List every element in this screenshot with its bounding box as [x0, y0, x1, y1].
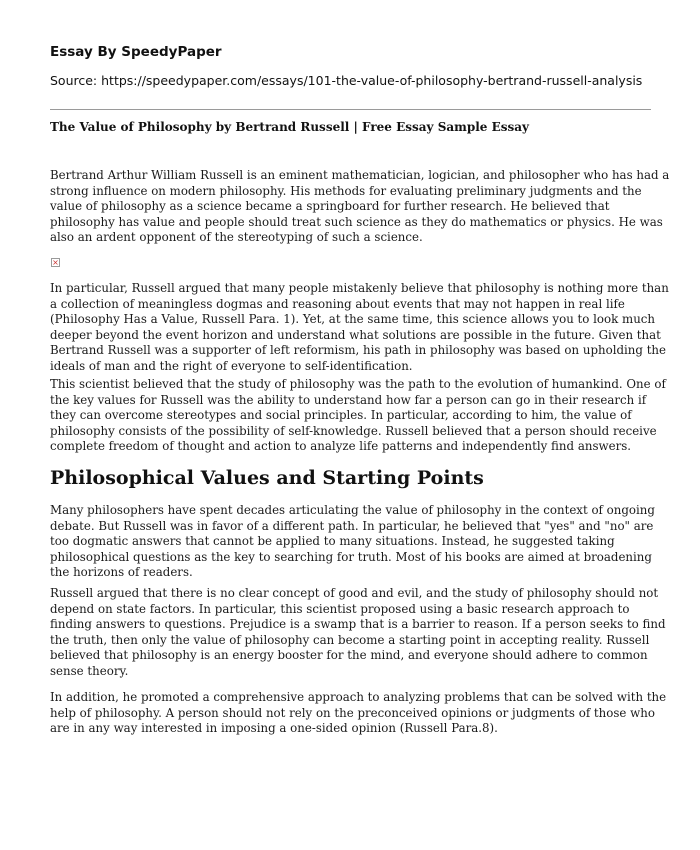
brand-title: Essay By SpeedyPaper [50, 44, 222, 60]
section-paragraph-1: Many philosophers have spent decades articulating the value of philosophy in the context of ongoing debate. But Russell was in favor of a different path. In particular, he believed that "yes" and "no" are too dogmatic answers that cannot be applied to many situations. Instead, he suggested taking philosophical questions as the key to searching for truth. Most of his books are aimed at broadening the horizons of readers. [50, 503, 655, 579]
section-heading: Philosophical Values and Starting Points [50, 467, 484, 489]
section-paragraph-2: Russell argued that there is no clear concept of good and evil, and the study of philosophy should not depend on state factors. In particular, this scientist proposed using a basic research approach to finding answers to questions. Prejudice is a swamp that is a barrier to reason. If a person seeks to find the truth, then only the value of philosophy can become a starting point in accepting reality. Russell believed that philosophy is an energy booster for the mind, and everyone should adhere to common sense theory. [50, 586, 666, 678]
broken-image-icon: × [52, 258, 59, 267]
paragraph-1: Bertrand Arthur William Russell is an eminent mathematician, logician, and philosopher who has had a strong influence on modern philosophy. His methods for evaluating preliminary judgments and the value of philosophy as a science became a springboard for further research. He believed that philosophy has value and people should treat such science as they do mathematics or physics. He was also an ardent opponent of the stereotyping of such a science. [50, 168, 670, 244]
paragraph-3: This scientist believed that the study of philosophy was the path to the evolution of humankind. One of the key values for Russell was the ability to understand how far a person can go in their research if they can overcome stereotypes and social principles. In particular, according to him, the value of philosophy consists of the possibility of self-knowledge. Russell believed that a person should receive complete freedom of thought and action to analyze life patterns and independently find answers. [50, 377, 666, 453]
essay-title: The Value of Philosophy by Bertrand Russell | Free Essay Sample Essay [50, 120, 530, 134]
paragraph-2: In particular, Russell argued that many people mistakenly believe that philosophy is nothing more than a collection of meaningless dogmas and reasoning about events that may not happen in real life (Philosophy Has a Value, Russell Para. 1). Yet, at the same time, this science allows you to look much deeper beyond the event horizon and understand what solutions are possible in the future. Given that Bertrand Russell was a supporter of left reformism, his path in philosophy was based on upholding the ideals of man and the right of everyone to self-identification. [50, 281, 669, 373]
header-divider [50, 109, 651, 110]
source-line: Source: https://speedypaper.com/essays/101-the-value-of-philosophy-bertrand-russell-analysis [50, 73, 643, 88]
section-paragraph-3: In addition, he promoted a comprehensive approach to analyzing problems that can be solved with the help of philosophy. A person should not rely on the preconceived opinions or judgments of those who are in any way interested in imposing a one-sided opinion (Russell Para.8). [50, 690, 667, 735]
